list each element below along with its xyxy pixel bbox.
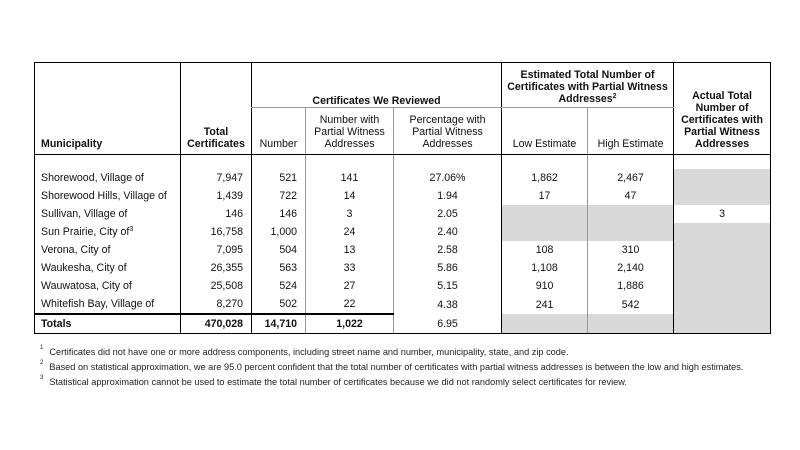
estimated-footnote-mark: 2 (612, 93, 617, 100)
cell-municipality (35, 259, 181, 277)
footnotes (40, 345, 743, 390)
cell-municipality (35, 277, 181, 295)
cell-total: 8,270 (181, 295, 252, 314)
cell-number: 563 (252, 259, 306, 277)
header-reviewed-group: Certificates We Reviewed (252, 63, 502, 108)
cell-low-estimate (502, 205, 588, 223)
cell-partial: 33 (306, 259, 394, 277)
cell-total: 7,947 (181, 169, 252, 187)
cell-total: 26,355 (181, 259, 252, 277)
cell-number: 521 (252, 169, 306, 187)
totals-partial: 1,022 (306, 314, 394, 334)
totals-low-estimate (502, 314, 588, 334)
footnote (40, 345, 743, 360)
cell-municipality (35, 295, 181, 314)
table-row (35, 259, 771, 277)
cell-high-estimate: 2,467 (588, 169, 674, 187)
header-estimated-group (502, 63, 674, 108)
table-row (35, 223, 771, 241)
municipality-name: Waukesha, City of (41, 262, 127, 274)
footnote (40, 375, 743, 390)
cell-high-estimate: 2,140 (588, 259, 674, 277)
cell-number: 504 (252, 241, 306, 259)
cell-high-estimate (588, 223, 674, 241)
cell-partial: 27 (306, 277, 394, 295)
cell-municipality (35, 205, 181, 223)
certificate-table-container (34, 62, 770, 334)
cell-percentage: 5.86 (394, 259, 502, 277)
cell-low-estimate: 17 (502, 187, 588, 205)
cell-number: 1,000 (252, 223, 306, 241)
header-low-estimate: Low Estimate (502, 108, 588, 155)
cell-actual: 3 (674, 205, 771, 223)
cell-total: 1,439 (181, 187, 252, 205)
cell-percentage: 4.38 (394, 295, 502, 314)
cell-percentage: 1.94 (394, 187, 502, 205)
cell-total: 146 (181, 205, 252, 223)
municipality-name: Sullivan, Village of (41, 208, 128, 220)
cell-number: 722 (252, 187, 306, 205)
table-row (35, 205, 771, 223)
footnote-text: Certificates did not have one or more address components, including street name and number, municipality, state, and zip code. (49, 347, 569, 357)
cell-percentage: 5.15 (394, 277, 502, 295)
footnote-mark: 2 (40, 360, 44, 366)
cell-partial: 14 (306, 187, 394, 205)
cell-high-estimate: 542 (588, 295, 674, 314)
footnote-mark: 1 (40, 345, 44, 351)
totals-percentage: 6.95 (394, 314, 502, 334)
cell-actual (674, 277, 771, 295)
cell-actual (674, 223, 771, 241)
municipality-name: Sun Prairie, City of (41, 226, 130, 238)
cell-partial: 13 (306, 241, 394, 259)
header-actual: Actual Total Number of Certificates with Partial Witness Addresses (674, 63, 771, 155)
cell-actual (674, 241, 771, 259)
cell-number: 146 (252, 205, 306, 223)
estimated-group-label: Estimated Total Number of Certificates with Partial Witness Addresses (507, 69, 668, 105)
table-row (35, 295, 771, 314)
cell-low-estimate: 910 (502, 277, 588, 295)
cell-municipality (35, 223, 181, 241)
cell-total: 25,508 (181, 277, 252, 295)
cell-partial: 22 (306, 295, 394, 314)
cell-municipality (35, 187, 181, 205)
cell-partial: 3 (306, 205, 394, 223)
certificate-table (34, 62, 771, 334)
totals-label: Totals (35, 314, 181, 334)
cell-low-estimate: 108 (502, 241, 588, 259)
cell-low-estimate: 241 (502, 295, 588, 314)
footnote-text: Based on statistical approximation, we are 95.0 percent confident that the total number of certificates with partial witness addresses is between the low and high estimates. (49, 362, 744, 372)
cell-percentage: 2.05 (394, 205, 502, 223)
totals-total: 470,028 (181, 314, 252, 334)
cell-percentage: 2.58 (394, 241, 502, 259)
municipality-name: Whitefish Bay, Village of (41, 298, 155, 310)
cell-actual (674, 259, 771, 277)
municipality-name: Wauwatosa, City of (41, 280, 132, 292)
cell-municipality (35, 169, 181, 187)
cell-high-estimate: 47 (588, 187, 674, 205)
totals-high-estimate (588, 314, 674, 334)
footnote-mark: 3 (40, 375, 44, 381)
cell-high-estimate: 1,886 (588, 277, 674, 295)
municipality-name: Shorewood, Village of (41, 172, 144, 184)
footnote-text: Statistical approximation cannot be used to estimate the total number of certificates because we did not randomly select certificates for review. (49, 377, 627, 387)
cell-number: 502 (252, 295, 306, 314)
header-number-partial: Number with Partial Witness Addresses (306, 108, 394, 155)
totals-number: 14,710 (252, 314, 306, 334)
cell-total: 16,758 (181, 223, 252, 241)
cell-percentage: 2.40 (394, 223, 502, 241)
cell-low-estimate: 1,862 (502, 169, 588, 187)
totals-actual (674, 314, 771, 334)
cell-low-estimate (502, 223, 588, 241)
header-total-certificates: Total Certificates (181, 63, 252, 155)
footnote-mark: 3 (129, 226, 134, 233)
cell-actual (674, 295, 771, 314)
header-percentage-partial: Percentage with Partial Witness Addresses (394, 108, 502, 155)
table-row (35, 241, 771, 259)
totals-row (35, 314, 771, 334)
municipality-name: Verona, City of (41, 244, 111, 256)
cell-number: 524 (252, 277, 306, 295)
cell-low-estimate: 1,108 (502, 259, 588, 277)
table-row (35, 187, 771, 205)
cell-municipality (35, 241, 181, 259)
cell-percentage: 27.06% (394, 169, 502, 187)
cell-total: 7,095 (181, 241, 252, 259)
table-row (35, 277, 771, 295)
cell-high-estimate (588, 205, 674, 223)
cell-partial: 141 (306, 169, 394, 187)
municipality-name: Shorewood Hills, Village of (41, 190, 167, 202)
header-number: Number (252, 108, 306, 155)
table-row (35, 169, 771, 187)
cell-actual (674, 169, 771, 187)
cell-actual (674, 187, 771, 205)
header-municipality: Municipality (35, 63, 181, 155)
cell-partial: 24 (306, 223, 394, 241)
header-high-estimate: High Estimate (588, 108, 674, 155)
cell-high-estimate: 310 (588, 241, 674, 259)
footnote (40, 360, 743, 375)
